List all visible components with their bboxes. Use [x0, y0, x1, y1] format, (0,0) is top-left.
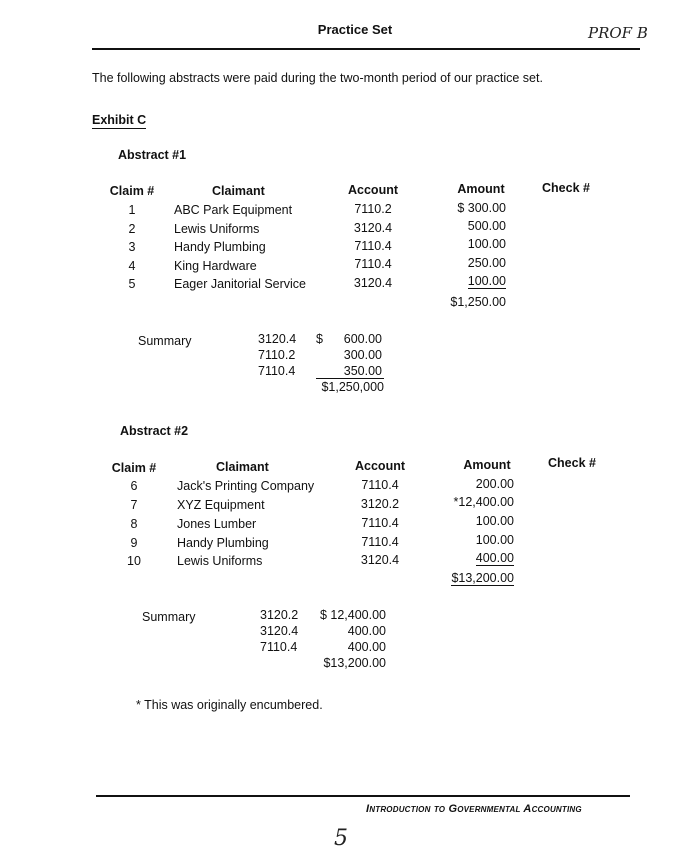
summary-total: $1,250,000 — [321, 380, 384, 394]
page-title: Practice Set — [317, 22, 393, 37]
table-row-claimant: Handy Plumbing — [177, 536, 269, 550]
summary-account: 3120.4 — [258, 332, 297, 346]
abstract2-col-amount: Amount — [463, 458, 511, 472]
abstract2-col-claim: Claim # — [111, 461, 157, 475]
summary-amount-underlined — [320, 364, 382, 378]
footnote: * This was originally encumbered. — [136, 698, 323, 712]
table-row-amount-underlined — [430, 274, 506, 288]
summary-account: 3120.4 — [260, 624, 299, 638]
table-row-account: 7110.2 — [354, 202, 392, 216]
table-row-claim: 2 — [128, 222, 136, 236]
abstract1-col-claimant: Claimant — [212, 184, 265, 198]
summary-amount: $ 12,400.00 — [319, 608, 386, 622]
table-row-claim: 10 — [127, 554, 141, 568]
summary-amount: 600.00 — [343, 332, 382, 346]
summary-amount: 350.00 — [343, 364, 382, 378]
summary-total: $13,200.00 — [323, 656, 386, 670]
table-row-claimant: ABC Park Equipment — [174, 203, 293, 217]
summary-double-rule — [316, 378, 384, 379]
table-row-claim: 6 — [130, 479, 138, 493]
summary-account: 7110.4 — [258, 364, 296, 378]
summary-amount: 400.00 — [347, 640, 386, 654]
table-row-amount: 200.00 — [475, 477, 514, 491]
table-row-amount: 400.00 — [475, 551, 514, 565]
abstract2-col-check: Check # — [548, 456, 596, 470]
handwritten-note: PROF B — [588, 24, 648, 42]
table-row-amount: 100.00 — [475, 533, 514, 547]
table-row-claim: 1 — [128, 203, 136, 217]
table-row-claimant: Lewis Uniforms — [177, 554, 263, 568]
summary-account: 7110.4 — [260, 640, 298, 654]
table-row-claimant: Jones Lumber — [177, 517, 257, 531]
table-row-account: 7110.4 — [361, 516, 399, 530]
abstract1-col-claim: Claim # — [109, 184, 155, 198]
abstract2-total-underlined — [430, 571, 514, 585]
table-row-claimant: Eager Janitorial Service — [174, 277, 307, 291]
table-row-amount-underlined — [430, 551, 514, 565]
table-row-claimant: Jack's Printing Company — [177, 479, 315, 493]
table-row-claim: 5 — [128, 277, 136, 291]
abstract2-title: Abstract #2 — [120, 424, 189, 438]
table-row-amount: 250.00 — [467, 256, 506, 270]
abstract2-col-account: Account — [355, 459, 405, 473]
table-row-account: 3120.4 — [353, 276, 393, 290]
table-row-amount: *12,400.00 — [453, 495, 514, 509]
summary-label: Summary — [142, 610, 196, 624]
abstract2-col-claimant: Claimant — [216, 460, 269, 474]
table-row-amount: 500.00 — [467, 219, 506, 233]
abstract1-col-account: Account — [348, 183, 398, 197]
table-row-account: 7110.4 — [354, 239, 392, 253]
summary-amount: 300.00 — [343, 348, 382, 362]
abstract1-total: $1,250.00 — [450, 295, 506, 309]
abstract1-col-check: Check # — [542, 181, 590, 195]
table-row-account: 3120.2 — [360, 497, 400, 511]
table-row-amount: 100.00 — [467, 237, 506, 251]
abstract2-total: $13,200.00 — [451, 571, 514, 585]
table-row-account: 7110.4 — [361, 535, 399, 549]
table-row-amount: 100.00 — [475, 514, 514, 528]
table-row-claim: 9 — [130, 536, 138, 550]
table-row-account: 7110.4 — [361, 478, 399, 492]
summary-account: 3120.2 — [260, 608, 299, 622]
abstract1-title: Abstract #1 — [118, 148, 187, 162]
footer-book-title: Introduction to Governmental Accounting — [366, 803, 582, 815]
table-row-claimant: Handy Plumbing — [174, 240, 266, 254]
exhibit-heading: Exhibit C — [92, 113, 147, 127]
table-row-claim: 4 — [128, 259, 136, 273]
table-row-claimant: King Hardware — [174, 259, 257, 273]
footer-rule — [96, 795, 630, 797]
table-row-account: 3120.4 — [360, 553, 400, 567]
summary-amount: 400.00 — [347, 624, 386, 638]
table-row-amount: 100.00 — [467, 274, 506, 288]
summary-label: Summary — [138, 334, 192, 348]
abstract1-col-amount: Amount — [457, 182, 505, 196]
summary-dollar-sign: $ — [316, 332, 323, 346]
table-row-amount: $ 300.00 — [457, 201, 506, 215]
summary-account: 7110.2 — [258, 348, 296, 362]
table-row-claim: 7 — [130, 498, 138, 512]
table-row-account: 7110.4 — [354, 257, 392, 271]
table-row-claimant: Lewis Uniforms — [174, 222, 260, 236]
table-row-claim: 3 — [128, 240, 136, 254]
table-row-claimant: XYZ Equipment — [177, 498, 265, 512]
page-number: 5 — [334, 826, 348, 851]
table-row-claim: 8 — [130, 517, 138, 531]
header-rule — [92, 48, 640, 50]
table-row-account: 3120.4 — [353, 221, 393, 235]
intro-text: The following abstracts were paid during the two-month period of our practice set. — [92, 71, 543, 85]
